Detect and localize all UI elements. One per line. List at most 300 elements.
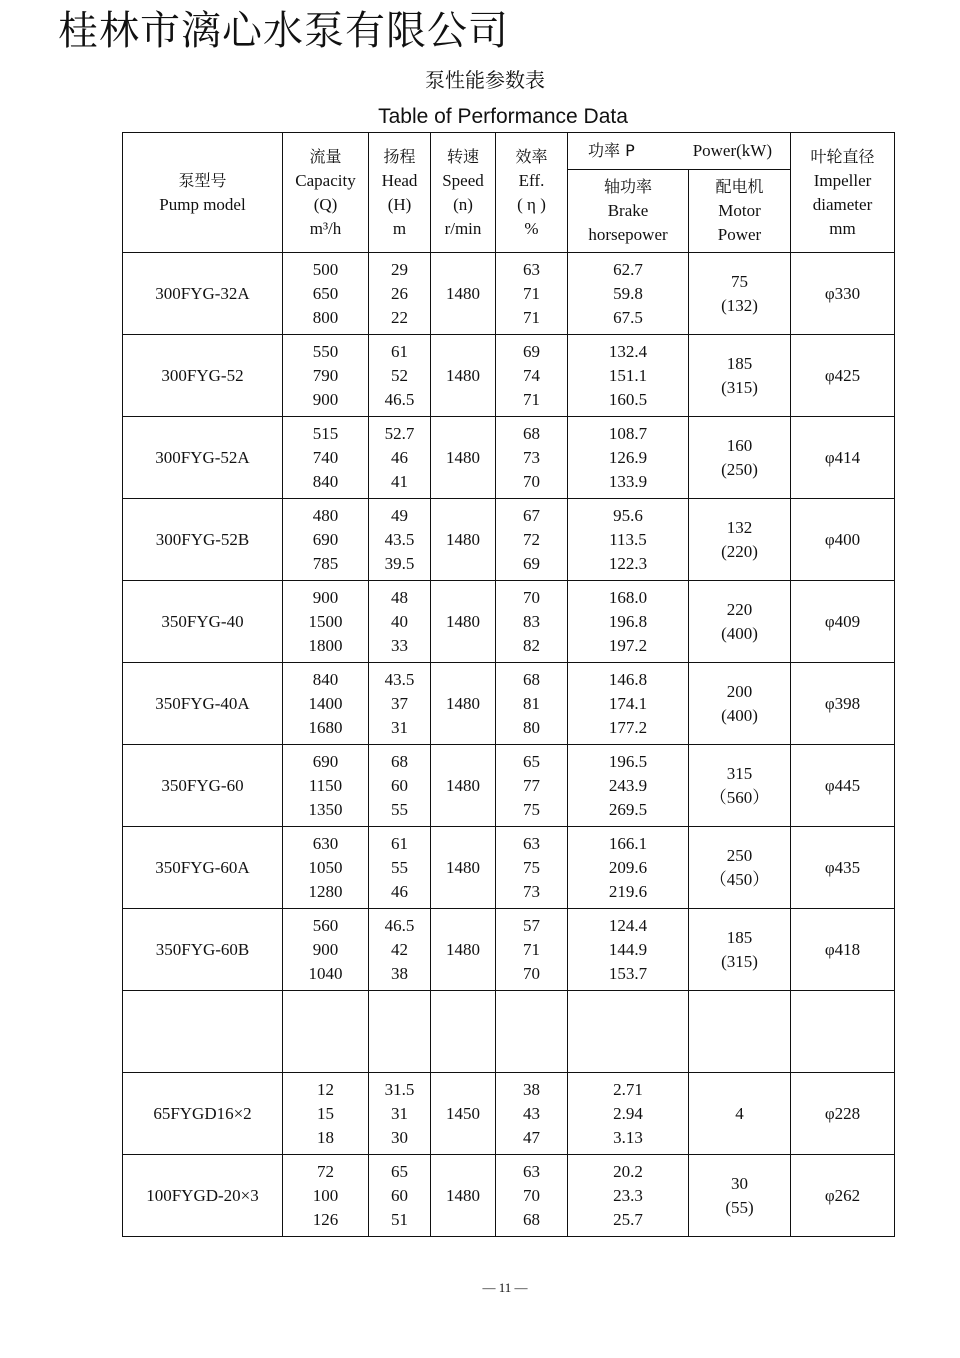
cell-brake — [568, 253, 689, 335]
cell-motor-value: 185 — [726, 353, 753, 373]
cell-head-value: 41 — [391, 471, 408, 491]
cell-speed — [431, 745, 496, 827]
cell-head-value: 65 — [391, 1161, 408, 1181]
cell-brake-value: 95.6 — [613, 505, 643, 525]
cell-motor — [689, 1073, 791, 1155]
cell-model-value: 350FYG-40 — [161, 611, 244, 631]
cell-motor-value: (250) — [721, 459, 758, 479]
cell-speed — [431, 581, 496, 663]
cell-eff-value: 83 — [523, 611, 540, 631]
cell-brake-value: 196.5 — [608, 751, 648, 771]
cell-motor-value: (400) — [721, 623, 758, 643]
cell-impeller-value: φ409 — [824, 611, 861, 631]
cell-capacity — [283, 417, 369, 499]
cell-brake-value: 67.5 — [613, 307, 643, 327]
cell-brake-value: 151.1 — [608, 365, 648, 385]
cell-model-value: 300FYG-32A — [155, 283, 250, 303]
header-brake-en2: horsepower — [588, 225, 668, 244]
cell-impeller-value: φ398 — [824, 693, 861, 713]
cell-model — [123, 581, 283, 663]
cell-head-value: 30 — [391, 1127, 408, 1147]
cell-motor — [689, 991, 791, 1073]
cell-head — [369, 909, 431, 991]
cell-impeller-value: φ418 — [824, 939, 861, 959]
cell-speed-value: 1450 — [446, 1103, 480, 1123]
cell-eff — [496, 417, 568, 499]
header-brake-horsepower — [568, 170, 689, 253]
table-row — [123, 1073, 895, 1155]
cell-impeller-value: φ330 — [824, 283, 861, 303]
cell-motor-value: 4 — [735, 1103, 744, 1123]
cell-eff-value: 43 — [523, 1103, 540, 1123]
cell-eff-value: 71 — [523, 283, 540, 303]
cell-eff-value: 68 — [523, 1209, 540, 1229]
header-impeller-unit: mm — [829, 218, 856, 238]
cell-capacity-value: 1050 — [308, 857, 343, 877]
cell-head-value: 37 — [391, 693, 408, 713]
header-head-en: Head — [381, 170, 418, 190]
cell-capacity-value: 650 — [312, 283, 339, 303]
header-speed — [431, 133, 496, 253]
cell-capacity-value: 18 — [317, 1127, 334, 1147]
cell-model-value: 300FYG-52 — [161, 365, 244, 385]
cell-impeller — [791, 581, 895, 663]
cell-brake-value: 269.5 — [608, 799, 648, 819]
table-row — [123, 991, 895, 1073]
cell-speed-value: 1480 — [446, 611, 480, 631]
cell-model — [123, 991, 283, 1073]
cell-brake-value: 160.5 — [608, 389, 648, 409]
cell-model — [123, 499, 283, 581]
cell-model-value: 300FYG-52A — [155, 447, 250, 467]
header-motor-en: Motor — [718, 201, 761, 220]
cell-eff-value: 75 — [523, 857, 540, 877]
cell-capacity — [283, 253, 369, 335]
cell-motor-value: (220) — [721, 541, 758, 561]
cell-eff — [496, 253, 568, 335]
cell-brake — [568, 909, 689, 991]
cell-model — [123, 745, 283, 827]
cell-motor-value: 250 — [726, 845, 753, 865]
cell-brake-value: 177.2 — [608, 717, 648, 737]
cell-capacity — [283, 1155, 369, 1237]
cell-head — [369, 991, 431, 1073]
cell-eff-value: 68 — [523, 669, 540, 689]
cell-eff-value: 65 — [523, 751, 540, 771]
cell-eff-value: 70 — [523, 963, 540, 983]
cell-head — [369, 417, 431, 499]
cell-brake-value: 174.1 — [608, 693, 648, 713]
table-row — [123, 253, 895, 335]
header-capacity-unit: m³/h — [309, 218, 342, 238]
cell-brake-value: 209.6 — [608, 857, 648, 877]
cell-brake-value: 25.7 — [613, 1209, 643, 1229]
cell-eff-value: 63 — [523, 1161, 540, 1181]
cell-impeller — [791, 745, 895, 827]
cell-motor-value: (400) — [721, 705, 758, 725]
cell-brake-value: 122.3 — [608, 553, 648, 573]
table-title-zh: 泵性能参数表 — [425, 68, 545, 92]
cell-brake — [568, 745, 689, 827]
cell-speed — [431, 991, 496, 1073]
cell-head-value: 31 — [391, 717, 408, 737]
cell-impeller-value: φ228 — [824, 1103, 861, 1123]
cell-eff-value: 70 — [523, 1185, 540, 1205]
cell-capacity-value: 790 — [312, 365, 339, 385]
cell-head-value: 39.5 — [384, 553, 415, 573]
cell-brake-value: 3.13 — [613, 1127, 643, 1147]
cell-eff-value: 75 — [523, 799, 540, 819]
header-brake-zh: 轴功率 — [603, 177, 652, 196]
cell-capacity-value: 800 — [312, 307, 339, 327]
cell-eff-value: 63 — [523, 259, 540, 279]
cell-eff — [496, 745, 568, 827]
cell-capacity-value: 126 — [312, 1209, 339, 1229]
cell-eff-value: 69 — [523, 553, 540, 573]
cell-motor-value: (315) — [721, 377, 758, 397]
cell-head-value: 31 — [391, 1103, 408, 1123]
header-motor-power — [689, 170, 791, 253]
cell-eff — [496, 581, 568, 663]
cell-speed-value: 1480 — [446, 939, 480, 959]
cell-capacity-value: 15 — [317, 1103, 334, 1123]
header-capacity-zh: 流量 — [309, 146, 342, 166]
cell-capacity — [283, 991, 369, 1073]
cell-motor-value: (55) — [725, 1197, 754, 1217]
cell-eff-value: 67 — [523, 505, 540, 525]
cell-motor-value: 30 — [731, 1173, 748, 1193]
cell-brake — [568, 827, 689, 909]
cell-brake-value: 197.2 — [608, 635, 648, 655]
cell-brake-value: 126.9 — [608, 447, 648, 467]
cell-eff-value: 73 — [523, 447, 540, 467]
cell-head-value: 46.5 — [384, 915, 415, 935]
cell-capacity-value: 785 — [312, 553, 339, 573]
cell-eff — [496, 499, 568, 581]
cell-head-value: 68 — [391, 751, 408, 771]
cell-brake — [568, 417, 689, 499]
cell-brake — [568, 1155, 689, 1237]
cell-brake-value: 133.9 — [608, 471, 648, 491]
cell-head-value: 38 — [391, 963, 408, 983]
cell-eff — [496, 1073, 568, 1155]
cell-model-value: 350FYG-60B — [155, 939, 250, 959]
cell-eff — [496, 827, 568, 909]
cell-model-value: 100FYGD-20×3 — [146, 1185, 259, 1205]
header-motor-en2: Power — [717, 225, 762, 244]
cell-motor — [689, 745, 791, 827]
cell-head-value: 55 — [391, 799, 408, 819]
cell-head-value: 61 — [391, 341, 408, 361]
cell-head-value: 55 — [391, 857, 408, 877]
cell-head-value: 43.5 — [384, 669, 415, 689]
cell-model — [123, 663, 283, 745]
cell-impeller — [791, 827, 895, 909]
cell-eff — [496, 1155, 568, 1237]
cell-capacity-value: 1400 — [308, 693, 343, 713]
table-row — [123, 417, 895, 499]
cell-speed-value: 1480 — [446, 857, 480, 877]
cell-brake-value: 113.5 — [609, 529, 647, 549]
cell-eff — [496, 909, 568, 991]
cell-brake-value: 2.71 — [613, 1079, 643, 1099]
cell-brake-value: 108.7 — [608, 423, 648, 443]
cell-brake-value: 153.7 — [608, 963, 648, 983]
cell-brake-value: 124.4 — [608, 915, 648, 935]
cell-speed-value: 1480 — [446, 447, 480, 467]
cell-motor — [689, 499, 791, 581]
cell-speed-value: 1480 — [446, 365, 480, 385]
cell-brake — [568, 499, 689, 581]
cell-eff-value: 74 — [523, 365, 540, 385]
performance-table — [122, 132, 895, 1237]
cell-model-value: 350FYG-40A — [155, 693, 250, 713]
cell-impeller-value: φ435 — [824, 857, 861, 877]
company-name: 桂林市漓心水泵有限公司 — [58, 8, 509, 54]
cell-speed-value: 1480 — [446, 775, 480, 795]
cell-impeller — [791, 909, 895, 991]
cell-eff — [496, 335, 568, 417]
header-capacity — [283, 133, 369, 253]
cell-head-value: 52.7 — [384, 423, 415, 443]
cell-motor-value: 132 — [726, 517, 753, 537]
cell-motor — [689, 663, 791, 745]
cell-capacity-value: 100 — [312, 1185, 339, 1205]
cell-head-value: 51 — [391, 1209, 408, 1229]
cell-head-value: 46.5 — [384, 389, 415, 409]
header-head-symbol: (H) — [387, 194, 412, 214]
cell-capacity-value: 515 — [312, 423, 339, 443]
cell-head — [369, 335, 431, 417]
cell-capacity-value: 630 — [312, 833, 339, 853]
cell-head-value: 49 — [391, 505, 408, 525]
cell-eff-value: 70 — [523, 587, 540, 607]
header-eff-unit: % — [524, 218, 539, 238]
cell-brake-value: 243.9 — [608, 775, 648, 795]
cell-brake-value: 62.7 — [613, 259, 643, 279]
cell-head-value: 33 — [391, 635, 408, 655]
cell-motor — [689, 581, 791, 663]
cell-impeller — [791, 253, 895, 335]
cell-motor-value: 220 — [726, 599, 753, 619]
table-row — [123, 1155, 895, 1237]
cell-head — [369, 827, 431, 909]
cell-capacity-value: 1800 — [308, 635, 343, 655]
cell-brake-value: 59.8 — [613, 283, 643, 303]
cell-eff-value: 71 — [523, 939, 540, 959]
header-impeller-en2: diameter — [812, 194, 873, 214]
cell-head-value: 46 — [391, 881, 408, 901]
cell-model — [123, 417, 283, 499]
header-speed-unit: r/min — [444, 218, 482, 238]
cell-head-value: 60 — [391, 775, 408, 795]
cell-speed — [431, 663, 496, 745]
cell-model — [123, 1155, 283, 1237]
cell-brake — [568, 335, 689, 417]
cell-capacity — [283, 499, 369, 581]
cell-head — [369, 663, 431, 745]
cell-head-value: 48 — [391, 587, 408, 607]
cell-eff-value: 71 — [523, 389, 540, 409]
cell-eff-value: 38 — [523, 1079, 540, 1099]
cell-impeller — [791, 335, 895, 417]
cell-brake-value: 146.8 — [608, 669, 648, 689]
cell-eff-value: 81 — [523, 693, 540, 713]
cell-brake-value: 20.2 — [613, 1161, 643, 1181]
cell-speed — [431, 909, 496, 991]
table-row — [123, 581, 895, 663]
cell-capacity-value: 840 — [312, 471, 339, 491]
header-eff-zh: 效率 — [515, 146, 548, 166]
header-head-unit: m — [392, 218, 407, 238]
cell-brake-value: 144.9 — [608, 939, 648, 959]
cell-motor-value: 75 — [731, 271, 748, 291]
cell-brake-value: 166.1 — [608, 833, 648, 853]
cell-motor — [689, 1155, 791, 1237]
cell-speed — [431, 417, 496, 499]
table-row — [123, 499, 895, 581]
cell-model-value: 350FYG-60A — [155, 857, 250, 877]
cell-capacity-value: 1150 — [308, 775, 343, 795]
header-speed-zh: 转速 — [446, 146, 479, 166]
cell-model — [123, 335, 283, 417]
table-title-en: Table of Performance Data — [378, 105, 628, 128]
cell-motor-value: (132) — [721, 295, 758, 315]
cell-capacity — [283, 663, 369, 745]
cell-eff-value: 63 — [523, 833, 540, 853]
cell-eff-value: 82 — [523, 635, 540, 655]
cell-speed — [431, 1073, 496, 1155]
cell-capacity-value: 840 — [312, 669, 339, 689]
cell-impeller-value: φ445 — [824, 775, 861, 795]
cell-capacity — [283, 335, 369, 417]
cell-model — [123, 1073, 283, 1155]
cell-capacity-value: 560 — [312, 915, 339, 935]
cell-capacity — [283, 909, 369, 991]
cell-capacity — [283, 745, 369, 827]
cell-model-value: 350FYG-60 — [161, 775, 244, 795]
cell-capacity-value: 740 — [312, 447, 339, 467]
cell-capacity-value: 900 — [312, 939, 339, 959]
header-impeller — [791, 133, 895, 253]
page-number: — 11 — — [482, 1280, 528, 1295]
cell-head — [369, 253, 431, 335]
cell-motor — [689, 417, 791, 499]
table-row — [123, 663, 895, 745]
cell-brake-value: 2.94 — [613, 1103, 643, 1123]
cell-motor — [689, 909, 791, 991]
cell-motor — [689, 827, 791, 909]
cell-impeller-value: φ414 — [824, 447, 861, 467]
cell-motor-value: （450） — [709, 869, 770, 889]
cell-speed — [431, 1155, 496, 1237]
cell-head — [369, 1073, 431, 1155]
cell-speed — [431, 499, 496, 581]
cell-capacity-value: 1350 — [308, 799, 343, 819]
cell-eff-value: 68 — [523, 423, 540, 443]
cell-brake-value: 219.6 — [608, 881, 648, 901]
cell-model-value: 65FYGD16×2 — [153, 1103, 252, 1123]
table-row — [123, 335, 895, 417]
cell-model — [123, 253, 283, 335]
cell-eff — [496, 991, 568, 1073]
cell-impeller — [791, 1073, 895, 1155]
cell-capacity-value: 550 — [312, 341, 339, 361]
table-row — [123, 909, 895, 991]
cell-impeller — [791, 991, 895, 1073]
cell-eff-value: 69 — [523, 341, 540, 361]
header-head-zh: 扬程 — [383, 146, 416, 166]
header-model-en: Pump model — [159, 194, 246, 214]
cell-capacity-value: 1680 — [308, 717, 343, 737]
header-power-zh: 功率 P — [588, 141, 635, 160]
cell-brake-value: 132.4 — [608, 341, 648, 361]
cell-head-value: 29 — [391, 259, 408, 279]
cell-eff-value: 70 — [523, 471, 540, 491]
cell-capacity-value: 1500 — [308, 611, 343, 631]
cell-eff-value: 72 — [523, 529, 540, 549]
cell-capacity-value: 900 — [312, 389, 339, 409]
table-row — [123, 745, 895, 827]
cell-impeller — [791, 499, 895, 581]
cell-brake-value: 23.3 — [613, 1185, 643, 1205]
cell-head-value: 61 — [391, 833, 408, 853]
cell-head — [369, 581, 431, 663]
cell-capacity-value: 690 — [312, 529, 339, 549]
cell-capacity-value: 1280 — [308, 881, 343, 901]
header-model-zh: 泵型号 — [178, 170, 227, 190]
cell-head — [369, 1155, 431, 1237]
header-eff-en: Eff. — [518, 170, 545, 190]
cell-eff — [496, 663, 568, 745]
cell-head-value: 60 — [391, 1185, 408, 1205]
cell-eff-value: 57 — [523, 915, 540, 935]
cell-brake — [568, 1073, 689, 1155]
cell-capacity-value: 12 — [317, 1079, 334, 1099]
cell-speed-value: 1480 — [446, 693, 480, 713]
cell-eff-value: 71 — [523, 307, 540, 327]
header-eff-symbol: ( η ) — [517, 194, 546, 214]
cell-impeller-value: φ425 — [824, 365, 861, 385]
header-impeller-zh: 叶轮直径 — [810, 146, 875, 166]
header-capacity-symbol: (Q) — [313, 194, 338, 214]
cell-head-value: 42 — [391, 939, 408, 959]
cell-brake — [568, 581, 689, 663]
cell-head-value: 40 — [391, 611, 408, 631]
header-capacity-en: Capacity — [295, 170, 356, 190]
cell-head-value: 26 — [391, 283, 408, 303]
cell-impeller-value: φ262 — [824, 1185, 861, 1205]
header-power — [568, 133, 791, 170]
cell-eff-value: 73 — [523, 881, 540, 901]
cell-capacity — [283, 1073, 369, 1155]
cell-model-value: 300FYG-52B — [155, 529, 250, 549]
header-impeller-en: Impeller — [813, 170, 872, 190]
cell-speed — [431, 253, 496, 335]
cell-model — [123, 827, 283, 909]
header-efficiency — [496, 133, 568, 253]
cell-impeller-value: φ400 — [824, 529, 861, 549]
header-pump-model — [123, 133, 283, 253]
cell-head — [369, 499, 431, 581]
cell-eff-value: 77 — [523, 775, 540, 795]
cell-motor — [689, 335, 791, 417]
header-motor-zh: 配电机 — [715, 177, 764, 196]
header-speed-symbol: (n) — [453, 194, 473, 214]
cell-motor — [689, 253, 791, 335]
cell-eff-value: 47 — [523, 1127, 540, 1147]
cell-impeller — [791, 663, 895, 745]
